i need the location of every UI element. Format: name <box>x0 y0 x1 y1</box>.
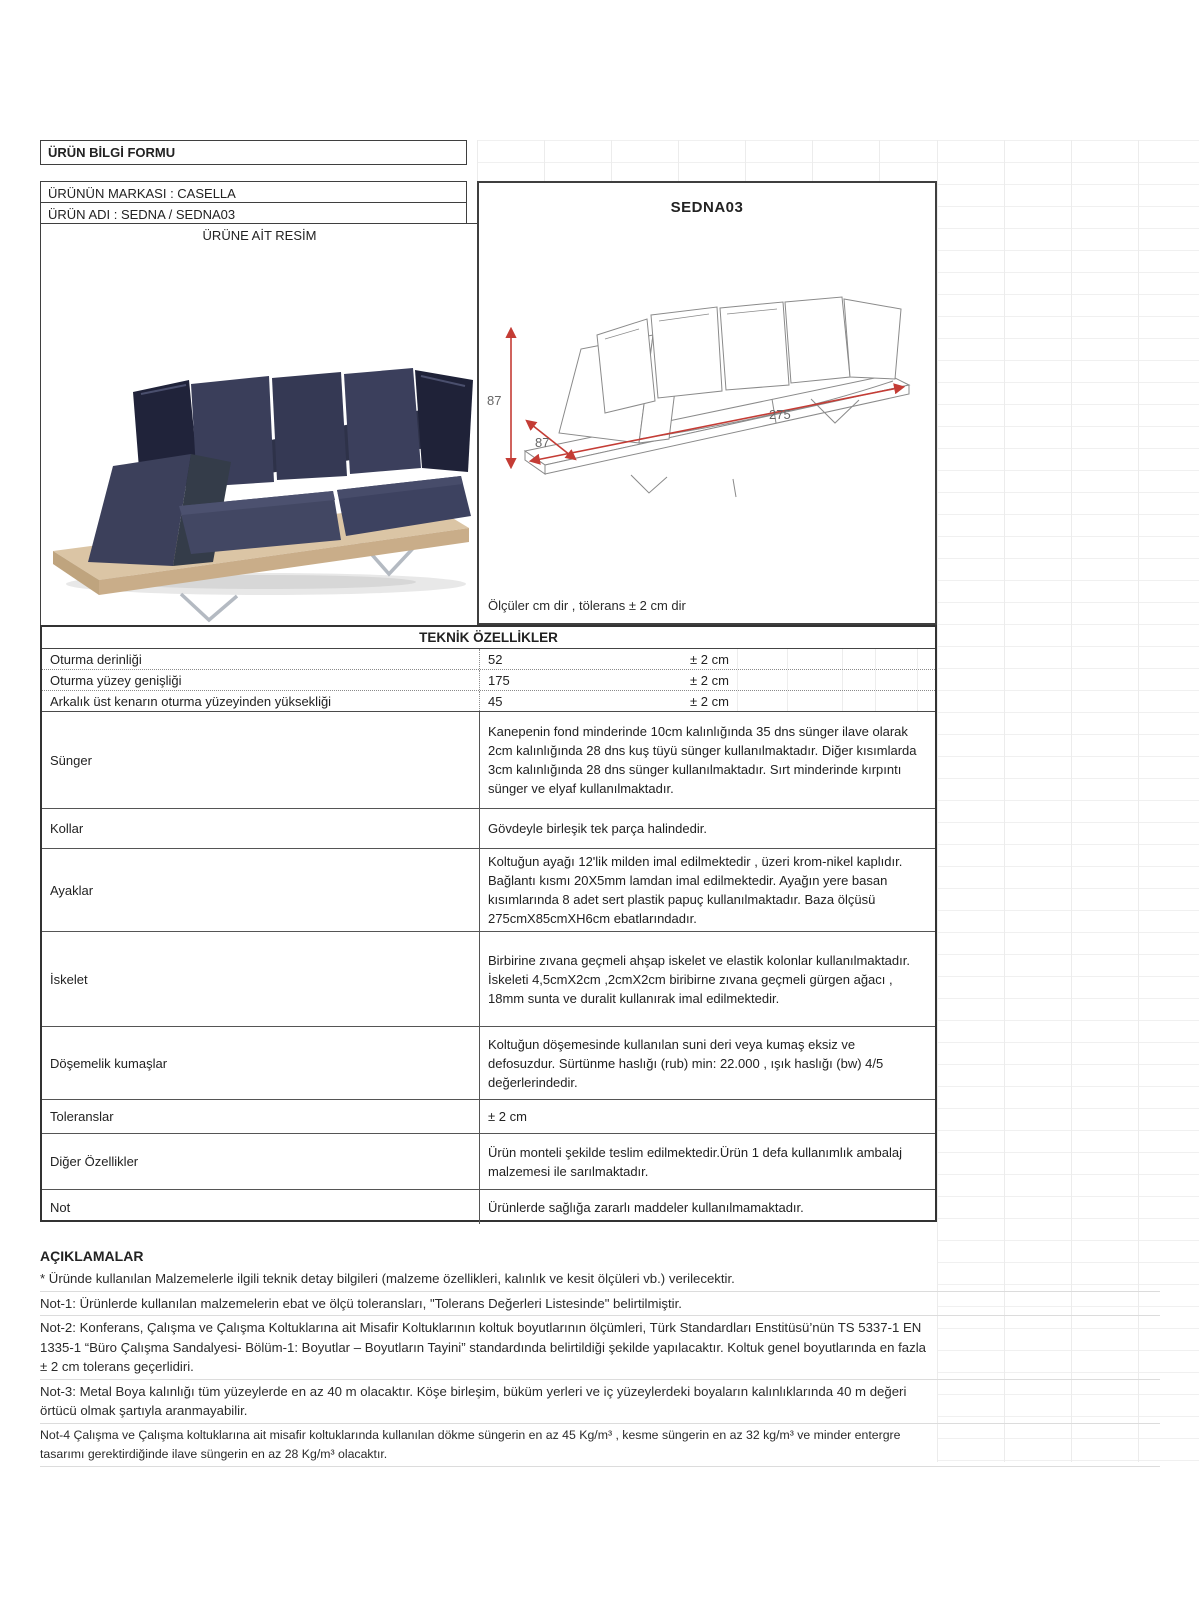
drawing-title: SEDNA03 <box>670 199 744 216</box>
table-row <box>42 1134 935 1190</box>
spreadsheet-grid-top <box>477 140 937 181</box>
table-row <box>42 849 935 932</box>
note-text: * Üründe kullanılan Malzemelerle ilgili teknik detay bilgileri (malzeme özellikleri, kalınlık ve kesit ölçüleri vb.) verilecektir. <box>40 1271 735 1286</box>
list-item <box>40 1380 1160 1424</box>
spec-tolerance: ± 2 cm <box>690 651 729 667</box>
technical-drawing-panel <box>477 181 937 625</box>
dim-depth-label: 87 <box>535 435 550 450</box>
spec-value: 52 <box>479 649 685 669</box>
tech-spec-table <box>40 625 937 1222</box>
dim-height-label: 87 <box>487 393 502 408</box>
table-row <box>42 1027 935 1100</box>
spec-label: Döşemelik kumaşlar <box>50 1055 168 1071</box>
drawing-caption: Ölçüler cm dir , tölerans ± 2 cm dir <box>488 598 686 613</box>
brand-text: ÜRÜNÜN MARKASI : CASELLA <box>48 185 236 201</box>
note-text: Not-2: Konferans, Çalışma ve Çalışma Koltuklarına ait Misafir Koltuklarının koltuk boyutlarının ölçümleri, Türk Standardları Enstitüsü’nün TS 5337-1 EN 1335-1 “Büro Çalışma Sandalyesi- Bölüm-1: Boyutlar – Boyutların Tayini” standardında belirtildiği şekilde yapılacaktır. Koltuk genel boyutlarında en fazla ± 2 cm tolerans geçerlidiri. <box>40 1320 926 1374</box>
spec-label: Sünger <box>50 752 92 768</box>
spec-text: ± 2 cm <box>479 1100 935 1133</box>
spec-value: 45 <box>479 691 685 711</box>
spec-text: Ürünlerde sağlığa zararlı maddeler kullanılmamaktadır. <box>479 1190 935 1224</box>
table-row <box>42 1190 935 1224</box>
table-row <box>42 1100 935 1134</box>
spec-label: Arkalık üst kenarın oturma yüzeyinden yüksekliği <box>50 693 332 709</box>
spec-text: Ürün monteli şekilde teslim edilmektedir.Ürün 1 defa kullanımlık ambalaj malzemesi ile sarılmaktadır. <box>479 1134 935 1189</box>
table-row <box>42 932 935 1027</box>
list-item <box>40 1424 1160 1467</box>
notes-section <box>40 1244 1160 1467</box>
note-text: Not-4 Çalışma ve Çalışma koltuklarına ait misafir koltuklarında kullanılan dökme süngerin en az 45 Kg/m³ , kesme süngerin en az 32 kg/m³ ve minder entergre tasarımı gerektirdiğinde ilave süngerin en az 28 Kg/m³ olacaktır. <box>40 1427 901 1461</box>
note-text: Not-1: Ürünlerde kullanılan malzemelerin ebat ve ölçü toleransları, "Tolerans Değerleri Listesinde" belirtilmiştir. <box>40 1295 682 1311</box>
spec-label: Oturma yüzey genişliği <box>50 672 182 688</box>
spec-label: Ayaklar <box>50 882 94 898</box>
table-row <box>42 691 935 712</box>
spec-label: Diğer Özellikler <box>50 1154 139 1169</box>
tech-spec-header: TEKNİK ÖZELLİKLER <box>42 627 935 649</box>
note-text: Not-3: Metal Boya kalınlığı tüm yüzeylerde en az 40 m olacaktır. Köşe birleşim, büküm yerleri ve iç yüzeylerdeki boyaların kalınlıklarında 40 m değeri örtücü olmak şartıyla aranmayabilir. <box>40 1383 907 1418</box>
product-photo-box <box>40 244 479 626</box>
spec-text: Gövdeyle birleşik tek parça halindedir. <box>479 809 935 848</box>
spec-value: 175 <box>479 670 685 690</box>
form-title: ÜRÜN BİLGİ FORMU <box>48 145 176 160</box>
product-name-text: ÜRÜN ADI : SEDNA / SEDNA03 <box>48 206 236 222</box>
list-item <box>40 1292 1160 1317</box>
image-header-text: ÜRÜNE AİT RESİM <box>202 227 317 243</box>
list-item <box>40 1316 1160 1380</box>
dim-width-label: 275 <box>769 407 791 422</box>
spec-label: Oturma derinliği <box>50 651 142 667</box>
spec-text: Birbirine zıvana geçmeli ahşap iskelet ve elastik kolonlar kullanılmaktadır. İskeleti 4,5cmX2cm ,2cmX2cm biribirne zıvana geçmeli gürgen ağacı , 18mm sunta ve duralit kullanırak imal edilmektedir. <box>479 932 935 1026</box>
form-title-box <box>40 140 467 165</box>
spec-label: Kollar <box>50 821 84 836</box>
spec-text: Kanepenin fond minderinde 10cm kalınlığında 35 dns sünger ilave olarak 2cm kalınlığında 28 dns kuş tüyü sünger kullanılmaktadır. Diğer kısımlarda 3cm kalınlığında 28 dns sünger kullanılmaktadır. Sırt minderinde kırpıntı sünger ve elyaf kullanılmaktadır. <box>479 712 935 808</box>
spec-label: İskelet <box>50 971 88 987</box>
spec-text: Koltuğun ayağı 12'lik milden imal edilmektedir , üzeri krom-nikel kaplıdır. Bağlantı kısmı 20X5mm lamdan imal edilmektedir. Ayağın yere basan kısımlarında 8 adet sert plastik papuç kullanılmaktadır. Baza ölçüsü 275cmX85cmXH6cm ebatlarındadır. <box>479 849 935 931</box>
spec-label: Toleranslar <box>50 1109 114 1124</box>
spec-text: Koltuğun döşemesinde kullanılan suni deri veya kumaş eksiz ve defosuzdur. Sürtünme haslığı (rub) min: 22.000 , ışık haslığı (bw) 4/5 değerlerindedir. <box>479 1027 935 1099</box>
list-item <box>40 1267 1160 1292</box>
notes-header: AÇIKLAMALAR <box>40 1248 144 1264</box>
table-row <box>42 712 935 809</box>
spec-label: Not <box>50 1199 71 1215</box>
dimension-drawing <box>479 183 935 623</box>
table-row <box>42 670 935 691</box>
table-row <box>42 649 935 670</box>
table-row <box>42 809 935 849</box>
product-photo <box>41 244 476 623</box>
spec-tolerance: ± 2 cm <box>690 693 729 709</box>
spec-tolerance: ± 2 cm <box>690 672 729 688</box>
